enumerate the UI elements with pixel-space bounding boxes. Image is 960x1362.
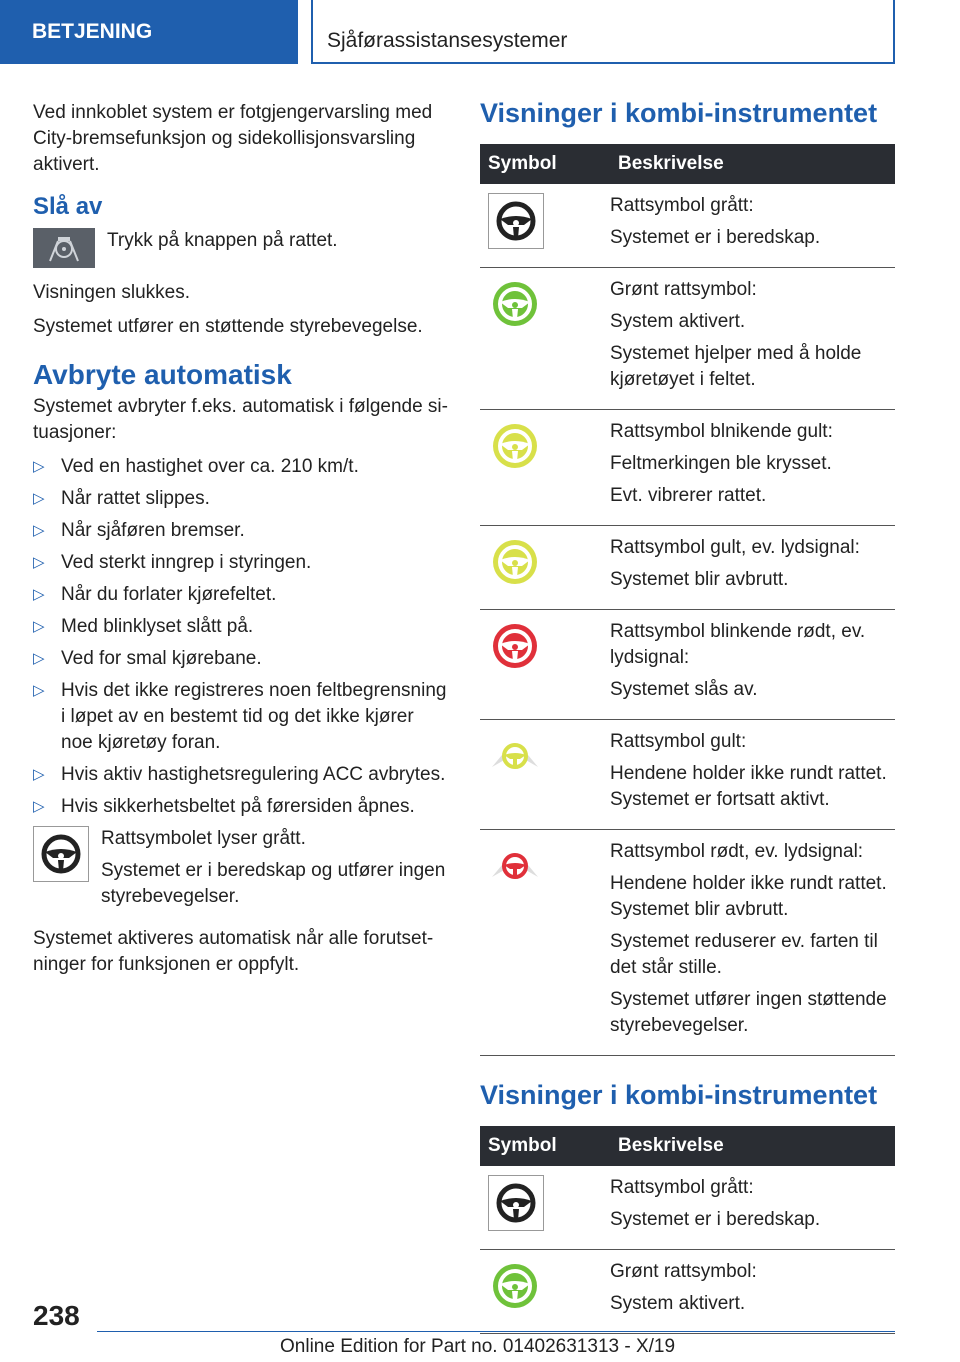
description-line: Rattsymbol blinkende rødt, ev. lydsignal: [610, 621, 866, 668]
gray-wheel-line-2: Systemet er i beredskap og utfører ingen styrebevegelser. [101, 860, 446, 907]
table-row [480, 610, 895, 720]
gray-wheel-note [33, 826, 448, 916]
description-line: Rattsymbol grått: [610, 1177, 754, 1198]
yellow-steering-wheel-icon [488, 535, 542, 589]
page-number: 238 [33, 1300, 80, 1331]
list-item [33, 550, 448, 576]
bullet-triangle-icon: ▷ [33, 458, 45, 475]
closing-paragraph: Systemet aktiveres automatisk når alle forutsetninger for funksjonen er oppfylt. [33, 928, 434, 975]
description-line: Grønt rattsymbol: [610, 279, 757, 300]
description-cell [610, 268, 895, 410]
list-item [33, 486, 448, 512]
description-line: Systemet er i beredskap. [610, 227, 821, 248]
table-row [480, 268, 895, 410]
off-result-1: Visningen slukkes. [33, 282, 191, 303]
yellow-steering-wheel-icon [488, 419, 542, 473]
bullet-triangle-icon: ▷ [33, 618, 45, 635]
symbol-cell [480, 720, 610, 830]
gray-steering-wheel-icon [33, 826, 89, 882]
list-item-text: Når du forlater kjørefeltet. [61, 584, 277, 605]
green-steering-wheel-icon [488, 277, 542, 331]
display-heading-2: Visninger i kombi-instrumentet [480, 1080, 878, 1110]
description-line: Feltmerkingen ble krysset. [610, 453, 832, 474]
list-item-text: Når sjåføren bremser. [61, 520, 245, 541]
footer-rule [97, 1331, 895, 1332]
list-item-text: Hvis aktiv hastighetsregulering ACC avbrytes. [61, 764, 446, 785]
col-symbol: Symbol [480, 1126, 610, 1166]
description-cell [610, 830, 895, 1056]
intro-paragraph: Ved innkoblet system er fotgjengervarsling med City-bremsefunksjon og sidekollisjonsvarsling aktivert. [33, 102, 433, 175]
gray-steering-wheel-icon [488, 1175, 544, 1231]
list-item-text: Hvis det ikke registreres noen feltbegrensning i løpet av en bestemt tid og det ikke kjører noe kjøretøy foran. [61, 680, 447, 753]
yellow-hands-wheel-icon [488, 729, 542, 783]
col-description: Beskrivelse [610, 144, 895, 184]
red-steering-wheel-icon [488, 619, 542, 673]
list-item-text: Hvis sikkerhetsbeltet på førersiden åpnes. [61, 796, 415, 817]
list-item [33, 454, 448, 480]
description-line: Hendene holder ikke rundt rattet. Systemet blir avbrutt. [610, 873, 887, 920]
description-line: Grønt rattsymbol: [610, 1261, 757, 1282]
gray-wheel-line-1: Rattsymbolet lyser grått. [101, 828, 306, 849]
description-cell [610, 526, 895, 610]
green-steering-wheel-icon [488, 1259, 542, 1313]
auto-cancel-heading: Avbryte automatisk [33, 359, 292, 390]
bullet-triangle-icon: ▷ [33, 766, 45, 783]
bullet-triangle-icon: ▷ [33, 522, 45, 539]
list-item [33, 794, 448, 820]
table-header [480, 1126, 895, 1166]
description-line: Rattsymbol blnikende gult: [610, 421, 833, 442]
col-description: Beskrivelse [610, 1126, 895, 1166]
description-line: Rattsymbol gult, ev. lydsignal: [610, 537, 860, 558]
gray-wheel-note-text [101, 826, 448, 916]
off-result-2: Systemet utfører en støttende styrebevegelse. [33, 316, 423, 337]
description-line: Systemet er i beredskap. [610, 1209, 821, 1230]
list-item [33, 582, 448, 608]
description-line: Systemet utfører ingen støttende styrebevegelser. [610, 989, 887, 1036]
button-instruction-text: Trykk på knappen på rattet. [107, 230, 338, 251]
table-row [480, 830, 895, 1056]
bullet-triangle-icon: ▷ [33, 682, 45, 699]
list-item [33, 614, 448, 640]
description-line: Rattsymbol rødt, ev. lydsignal: [610, 841, 864, 862]
bullet-triangle-icon: ▷ [33, 490, 45, 507]
symbol-cell [480, 1166, 610, 1250]
steering-assist-button-icon [33, 228, 95, 268]
col-symbol: Symbol [480, 144, 610, 184]
table-row [480, 526, 895, 610]
list-item [33, 762, 448, 788]
list-item [33, 678, 448, 756]
auto-cancel-list [33, 454, 448, 820]
symbol-cell [480, 268, 610, 410]
red-hands-wheel-icon [488, 839, 542, 893]
symbol-cell [480, 610, 610, 720]
edition-note: Online Edition for Part no. 01402631313 - X/19 [280, 1336, 676, 1357]
button-instruction [33, 228, 448, 268]
description-line: Evt. vibrerer rattet. [610, 485, 767, 506]
description-line: Hendene holder ikke rundt rattet. Systemet er fortsatt aktivt. [610, 763, 887, 810]
table-row [480, 1166, 895, 1250]
description-cell [610, 1166, 895, 1250]
symbol-cell [480, 184, 610, 268]
description-cell [610, 1250, 895, 1334]
switch-off-heading: Slå av [33, 193, 103, 220]
section-tab: BETJENING [0, 0, 298, 64]
symbol-table-2 [480, 1126, 895, 1334]
description-cell [610, 610, 895, 720]
list-item [33, 646, 448, 672]
left-column [33, 100, 448, 986]
list-item-text: Ved for smal kjørebane. [61, 648, 262, 669]
symbol-cell [480, 1250, 610, 1334]
list-item-text: Ved en hastighet over ca. 210 km/t. [61, 456, 359, 477]
bullet-triangle-icon: ▷ [33, 586, 45, 603]
description-line: Systemet blir avbrutt. [610, 569, 789, 590]
table-row [480, 1250, 895, 1334]
list-item [33, 518, 448, 544]
description-line: System aktivert. [610, 1293, 746, 1314]
symbol-cell [480, 830, 610, 1056]
table-row [480, 720, 895, 830]
symbol-table-1 [480, 144, 895, 1056]
symbol-cell [480, 526, 610, 610]
auto-cancel-intro: Systemet avbryter f.eks. automatisk i følgende situasjoner: [33, 396, 448, 443]
description-line: Rattsymbol grått: [610, 195, 754, 216]
page-header-title: Sjåførassistansesystemer [311, 0, 895, 64]
description-line: Systemet reduserer ev. farten til det står stille. [610, 931, 878, 978]
description-cell [610, 720, 895, 830]
right-column [480, 100, 895, 1334]
table-row [480, 410, 895, 526]
description-line: System aktivert. [610, 311, 746, 332]
description-line: Systemet slås av. [610, 679, 758, 700]
bullet-triangle-icon: ▷ [33, 798, 45, 815]
list-item-text: Ved sterkt inngrep i styringen. [61, 552, 312, 573]
description-cell [610, 410, 895, 526]
list-item-text: Med blinklyset slått på. [61, 616, 254, 637]
bullet-triangle-icon: ▷ [33, 554, 45, 571]
table-row [480, 184, 895, 268]
gray-steering-wheel-icon [488, 193, 544, 249]
symbol-cell [480, 410, 610, 526]
description-line: Systemet hjelper med å holde kjøretøyet i feltet. [610, 343, 862, 390]
description-line: Rattsymbol gult: [610, 731, 747, 752]
description-cell [610, 184, 895, 268]
list-item-text: Når rattet slippes. [61, 488, 210, 509]
bullet-triangle-icon: ▷ [33, 650, 45, 667]
table-header [480, 144, 895, 184]
display-heading-1: Visninger i kombi-instrumentet [480, 98, 878, 128]
